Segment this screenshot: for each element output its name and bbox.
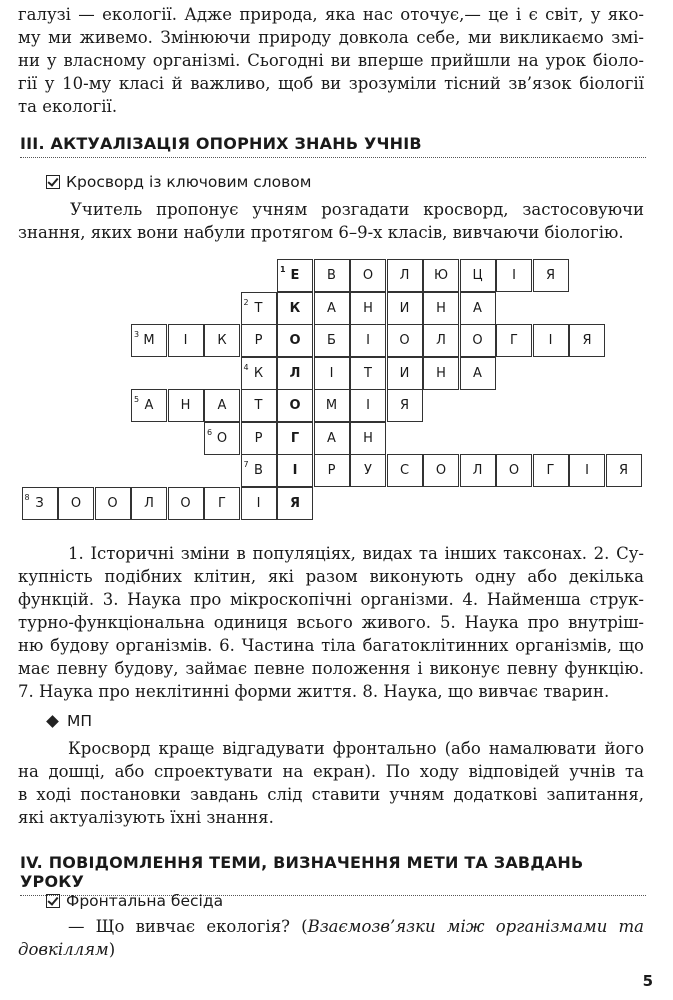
crossword-cell (496, 259, 532, 292)
crossword-letter: І (585, 463, 589, 478)
crossword-letter: Г (546, 463, 555, 478)
page-number: 5 (642, 972, 653, 990)
crossword-cell (241, 324, 277, 357)
clue-line: функцій. 3. Наука про мікроскопічні організми. 4. Найменша струк- (18, 590, 644, 609)
crossword-letter: Г (218, 495, 226, 511)
crossword-letter: І (512, 268, 516, 283)
crossword-letter: І (366, 398, 370, 413)
clue-line: купність подібних клітин, які разом виконують одну або декілька (18, 567, 644, 586)
question-line (18, 915, 644, 938)
clue-number: 8 (24, 492, 30, 502)
crossword-cell (569, 324, 605, 357)
crossword-cell (423, 357, 459, 390)
crossword-letter: О (216, 430, 228, 446)
crossword-cell (168, 324, 204, 357)
crossword-letter: О (362, 268, 374, 283)
mp-paragraph (18, 737, 644, 829)
crossword-cell (241, 389, 277, 422)
section-3-line: Учитель пропонує учням розгадати кросворд, застосовуючи (70, 200, 644, 219)
crossword-letter: О (508, 463, 520, 478)
mp-line: які актуалізують їхні знання. (18, 808, 274, 827)
crossword-letter: К (253, 365, 264, 381)
crossword-letter: Е (290, 268, 300, 283)
crossword-cell (533, 454, 569, 487)
intro-line: му ми живемо. Змінюючи природу довкола себе, ми викликаємо змі- (18, 28, 644, 47)
mp-subhead (46, 712, 92, 730)
crossword-letter: А (144, 398, 154, 413)
crossword-letter: В (254, 463, 263, 478)
crossword-key-cell (277, 324, 313, 357)
section-3-heading: III. АКТУАЛІЗАЦІЯ ОПОРНИХ ЗНАНЬ УЧНІВ (20, 134, 646, 158)
answer-text-2: довкіллям (18, 940, 109, 959)
crossword-letter: З (35, 495, 44, 511)
crossword-key-cell (277, 357, 313, 390)
crossword-letter: І (548, 333, 553, 348)
crossword-key-cell (277, 389, 313, 422)
crossword-letter: О (435, 463, 447, 478)
crossword-cell (95, 487, 131, 520)
crossword-cell (460, 292, 496, 325)
mp-label: МП (67, 712, 93, 730)
crossword-letter: Б (327, 333, 336, 348)
closing-paren: ) (108, 940, 116, 959)
crossword-cell (314, 454, 350, 487)
intro-paragraph (18, 3, 644, 118)
crossword-cell (423, 324, 459, 357)
crossword-letter: О (472, 333, 483, 348)
crossword-letter: Ц (472, 268, 483, 283)
crossword-letter: М (143, 333, 155, 348)
crossword-cell (496, 324, 532, 357)
crossword-cell (350, 292, 386, 325)
crossword-letter: М (325, 398, 338, 413)
crossword-cell (131, 389, 167, 422)
crossword-cell (350, 357, 386, 390)
crossword-cell (241, 487, 277, 520)
crossword-letter: І (292, 463, 298, 478)
crossword-key-cell (277, 259, 313, 292)
crossword-cell (460, 357, 496, 390)
section-3-text (18, 198, 644, 244)
crossword-letter: Я (545, 268, 556, 283)
crossword-cell (204, 487, 240, 520)
crossword-cell (131, 324, 167, 357)
crossword-cell (58, 487, 94, 520)
crossword-letter: Л (399, 268, 410, 283)
crossword-letter: О (180, 495, 191, 511)
crossword-letter: А (473, 365, 482, 381)
crossword-letter: О (399, 333, 410, 348)
frontal-subhead (46, 892, 223, 910)
clue-number: 1 (280, 265, 286, 274)
crossword-cell (168, 487, 204, 520)
crossword-letter: А (217, 398, 227, 413)
clues-paragraph (18, 542, 644, 703)
crossword-cell (569, 454, 605, 487)
crossword-letter: О (289, 398, 301, 413)
crossword-letter: А (473, 300, 482, 316)
crossword-cell (350, 422, 386, 455)
crossword-cell (460, 259, 496, 292)
crossword-cell (387, 292, 423, 325)
diamond-icon (46, 715, 59, 728)
mp-line: в ході постановки завдань слід ставити учням додаткові запитання, (18, 785, 644, 804)
crossword-letter: О (107, 495, 118, 511)
crossword-letter: О (70, 495, 82, 511)
crossword-cell (241, 454, 277, 487)
crossword-cell (204, 422, 240, 455)
crossword-cell (460, 324, 496, 357)
checkbox-icon (46, 894, 60, 908)
clue-line: має певну будову, займає певне положення і виконує певну функцію. (18, 659, 644, 678)
crossword-cell (314, 389, 350, 422)
crossword-letter: Н (436, 365, 446, 381)
crossword-letter: Р (254, 430, 263, 446)
crossword-cell (387, 259, 423, 292)
crossword-cell (350, 389, 386, 422)
crossword-letter: Т (254, 398, 263, 413)
crossword-cell (533, 324, 569, 357)
crossword-cell (241, 357, 277, 390)
mp-line: Кросворд краще відгадувати фронтально (або намалювати його (68, 739, 644, 758)
crossword-letter: Ю (433, 268, 449, 283)
mp-line: на дошці, або спроектувати на екран). По ходу відповідей учнів та (18, 762, 644, 781)
crossword-letter: С (399, 463, 410, 478)
crossword-letter: Я (289, 495, 300, 511)
crossword-cell (131, 487, 167, 520)
question-text: — Що вивчає екологія? ( (68, 917, 308, 936)
crossword-cell (350, 259, 386, 292)
crossword-cell (350, 454, 386, 487)
crossword-letter: А (327, 300, 336, 316)
intro-line: ни у власному організмі. Сьогодні ви вперше прийшли на урок біоло- (18, 51, 644, 70)
crossword-letter: І (329, 365, 334, 381)
crossword-letter: Я (582, 333, 592, 348)
crossword-key-cell (277, 292, 313, 325)
crossword-cell (168, 389, 204, 422)
crossword-letter: І (366, 333, 370, 348)
clue-line: 1. Історичні зміни в популяціях, видах та інших таксонах. 2. Су- (68, 544, 644, 563)
crossword-letter: Н (180, 398, 191, 413)
clue-number: 4 (243, 362, 249, 372)
crossword-cell (387, 357, 423, 390)
frontal-subhead-label: Фронтальна бесіда (66, 892, 224, 910)
crossword-cell (423, 454, 459, 487)
crossword-cell (204, 389, 240, 422)
crossword-letter: Я (399, 398, 410, 413)
crossword-letter: У (364, 463, 372, 478)
section-3-line: знання, яких вони набули протягом 6–9-х класів, вивчаючи біологію. (18, 223, 624, 242)
crossword-cell (460, 454, 496, 487)
clue-line: ню будову організмів. 6. Частина тіла багатоклітинних організмів, що (18, 636, 644, 655)
crossword-letter: О (289, 333, 301, 348)
crossword-letter: К (289, 300, 301, 316)
crossword-letter: Р (327, 463, 336, 478)
crossword-letter: Г (510, 333, 518, 348)
crossword-cell (423, 259, 459, 292)
intro-line: галузі — екології. Адже природа, яка нас оточує,— це і є світ, у яко- (18, 5, 644, 24)
crossword-cell (387, 389, 423, 422)
section-4-heading: IV. ПОВІДОМЛЕННЯ ТЕМИ, ВИЗНАЧЕННЯ МЕТИ ТА ЗАВДАНЬ УРОКУ (20, 853, 646, 896)
crossword-cell (314, 422, 350, 455)
crossword-letter: І (183, 333, 188, 348)
crossword-letter: Л (289, 365, 301, 381)
intro-line: гії у 10-му класі й важливо, щоб ви зрозуміли тісний зв’язок біології (18, 74, 644, 93)
crossword-cell (606, 454, 642, 487)
crossword-key-cell (277, 487, 313, 520)
crossword-letter: Л (436, 333, 446, 348)
checkbox-icon (46, 175, 60, 189)
crossword-key-cell (277, 422, 313, 455)
crossword-letter: Т (364, 365, 372, 381)
clue-line: турно-функціональна одиниця всього живого. 5. Наука про внутріш- (18, 613, 644, 632)
crossword-cell (314, 259, 350, 292)
crossword-letter: Н (363, 300, 373, 316)
crossword-letter: Л (144, 495, 154, 511)
question-paragraph (18, 915, 644, 961)
crossword-cell (496, 454, 532, 487)
clue-number: 7 (243, 460, 249, 469)
crossword-letter: В (327, 268, 336, 283)
crossword-key-cell (277, 454, 313, 487)
crossword-letter: А (327, 430, 336, 446)
crossword-letter: И (399, 300, 410, 316)
crossword-cell (387, 454, 423, 487)
clue-number: 5 (134, 395, 140, 404)
crossword-cell (241, 422, 277, 455)
crossword-letter: Р (254, 333, 263, 348)
crossword-cell (241, 292, 277, 325)
crossword-subhead-label: Кросворд із ключовим словом (66, 173, 312, 191)
answer-text: Взаємозв’язки між організмами та (307, 917, 644, 936)
crossword-letter: Л (472, 463, 483, 478)
crossword-cell (314, 357, 350, 390)
crossword-cell (204, 324, 240, 357)
crossword-cell (423, 292, 459, 325)
clue-number: 2 (243, 297, 249, 307)
crossword-cell (314, 324, 350, 357)
crossword-letter: Г (290, 430, 300, 446)
crossword-cell (387, 324, 423, 357)
crossword-letter: И (399, 365, 410, 381)
clue-number: 3 (134, 330, 140, 339)
crossword-cell (22, 487, 58, 520)
crossword-letter: Я (618, 463, 629, 478)
crossword-cell (314, 292, 350, 325)
crossword-cell (533, 259, 569, 292)
clue-line: 7. Наука про неклітинні форми життя. 8. Наука, що вивчає тварин. (18, 682, 610, 701)
crossword-letter: Н (363, 430, 373, 446)
crossword-subhead (46, 173, 311, 191)
crossword-letter: І (256, 495, 261, 511)
clue-number: 6 (207, 427, 213, 437)
crossword-letter: К (217, 333, 227, 348)
crossword-letter: Т (254, 300, 263, 316)
intro-line: та екології. (18, 97, 118, 116)
crossword-letter: Н (436, 300, 446, 316)
crossword-cell (350, 324, 386, 357)
question-line-2 (18, 938, 644, 961)
